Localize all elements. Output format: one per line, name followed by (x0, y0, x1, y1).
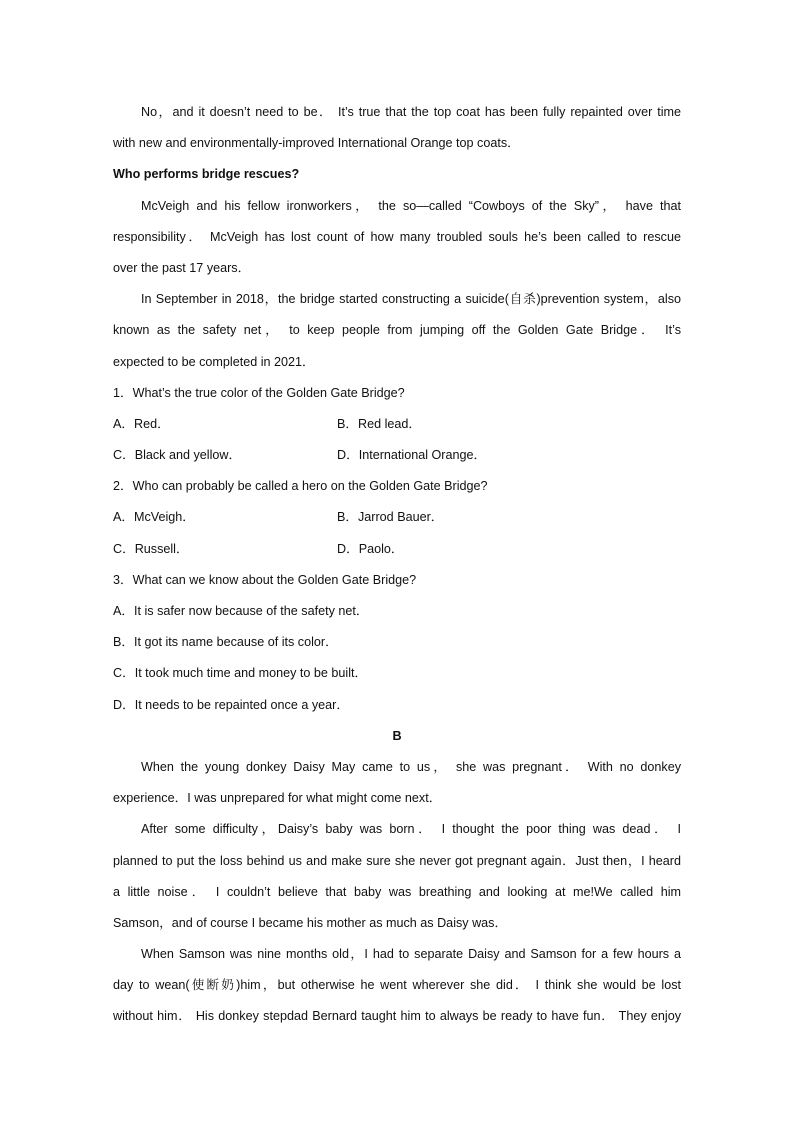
option-c: C．Black and yellow． (113, 448, 242, 463)
option-d: D．Paolo． (337, 541, 404, 556)
option-row (113, 534, 681, 565)
option-row (113, 440, 681, 471)
section-title: B (392, 728, 402, 743)
paragraph-line: expected to be completed in 2021． (113, 354, 315, 369)
document-body (113, 97, 681, 1033)
paragraph-line: McVeigh and his fellow ironworkers， the so—called “Cowboys of the Sky”， have that (141, 198, 681, 213)
question-stem: 1．What’s the true color of the Golden Gate Bridge? (113, 385, 405, 400)
paragraph-line: In September in 2018，the bridge started constructing a suicide(自杀)prevention system，also (141, 292, 681, 307)
question-stem: 2．Who can probably be called a hero on the Golden Gate Bridge? (113, 479, 488, 494)
paragraph-line: known as the safety net， to keep people from jumping off the Golden Gate Bridge． It’s (113, 323, 681, 338)
paragraph-line: over the past 17 years． (113, 260, 251, 275)
paragraph-line: Samson，and of course I became his mother as much as Daisy was． (113, 915, 508, 930)
paragraph-line: with new and environmentally-improved International Orange top coats． (113, 136, 520, 151)
option-a: A．It is safer now because of the safety net． (113, 604, 369, 618)
section-heading: Who performs bridge rescues? (113, 167, 300, 182)
option-d: D．International Orange． (337, 448, 487, 463)
option-b: B．Red lead． (337, 416, 421, 431)
option-d: D．It needs to be repainted once a year． (113, 697, 349, 712)
paragraph-line: planned to put the loss behind us and make sure she never got pregnant again．Just then，I heard (113, 853, 681, 868)
question-stem: 3．What can we know about the Golden Gate Bridge? (113, 572, 417, 587)
option-a: A．McVeigh． (113, 510, 195, 525)
option-b: B．It got its name because of its color． (113, 635, 338, 650)
option-b: B．Jarrod Bauer． (337, 510, 444, 525)
option-row (113, 502, 681, 533)
option-c: C．It took much time and money to be built． (113, 666, 368, 681)
paragraph-line: No，and it doesn’t need to be． It’s true that the top coat has been fully repainted over time (141, 105, 681, 119)
paragraph-line: experience．I was unprepared for what might come next． (113, 791, 442, 806)
option-a: A．Red． (113, 416, 170, 431)
paragraph-line: a little noise． I couldn’t believe that baby was breathing and looking at me!We called him (113, 884, 681, 899)
paragraph-line: After some difficulty，Daisy’s baby was born． I thought the poor thing was dead． I (141, 822, 681, 837)
paragraph-line: responsibility． McVeigh has lost count of how many troubled souls he’s been called to rescue (113, 229, 681, 244)
option-c: C．Russell． (113, 541, 189, 556)
paragraph-line: When the young donkey Daisy May came to us， she was pregnant． With no donkey (141, 759, 681, 774)
option-row (113, 409, 681, 440)
paragraph-line: When Samson was nine months old，I had to separate Daisy and Samson for a few hours a (141, 947, 681, 962)
paragraph-line: day to wean(使断奶)him，but otherwise he went wherever she did． I think she would be lost (113, 978, 681, 993)
paragraph-line: without him． His donkey stepdad Bernard taught him to always be ready to have fun． They enjoy (113, 1009, 681, 1024)
